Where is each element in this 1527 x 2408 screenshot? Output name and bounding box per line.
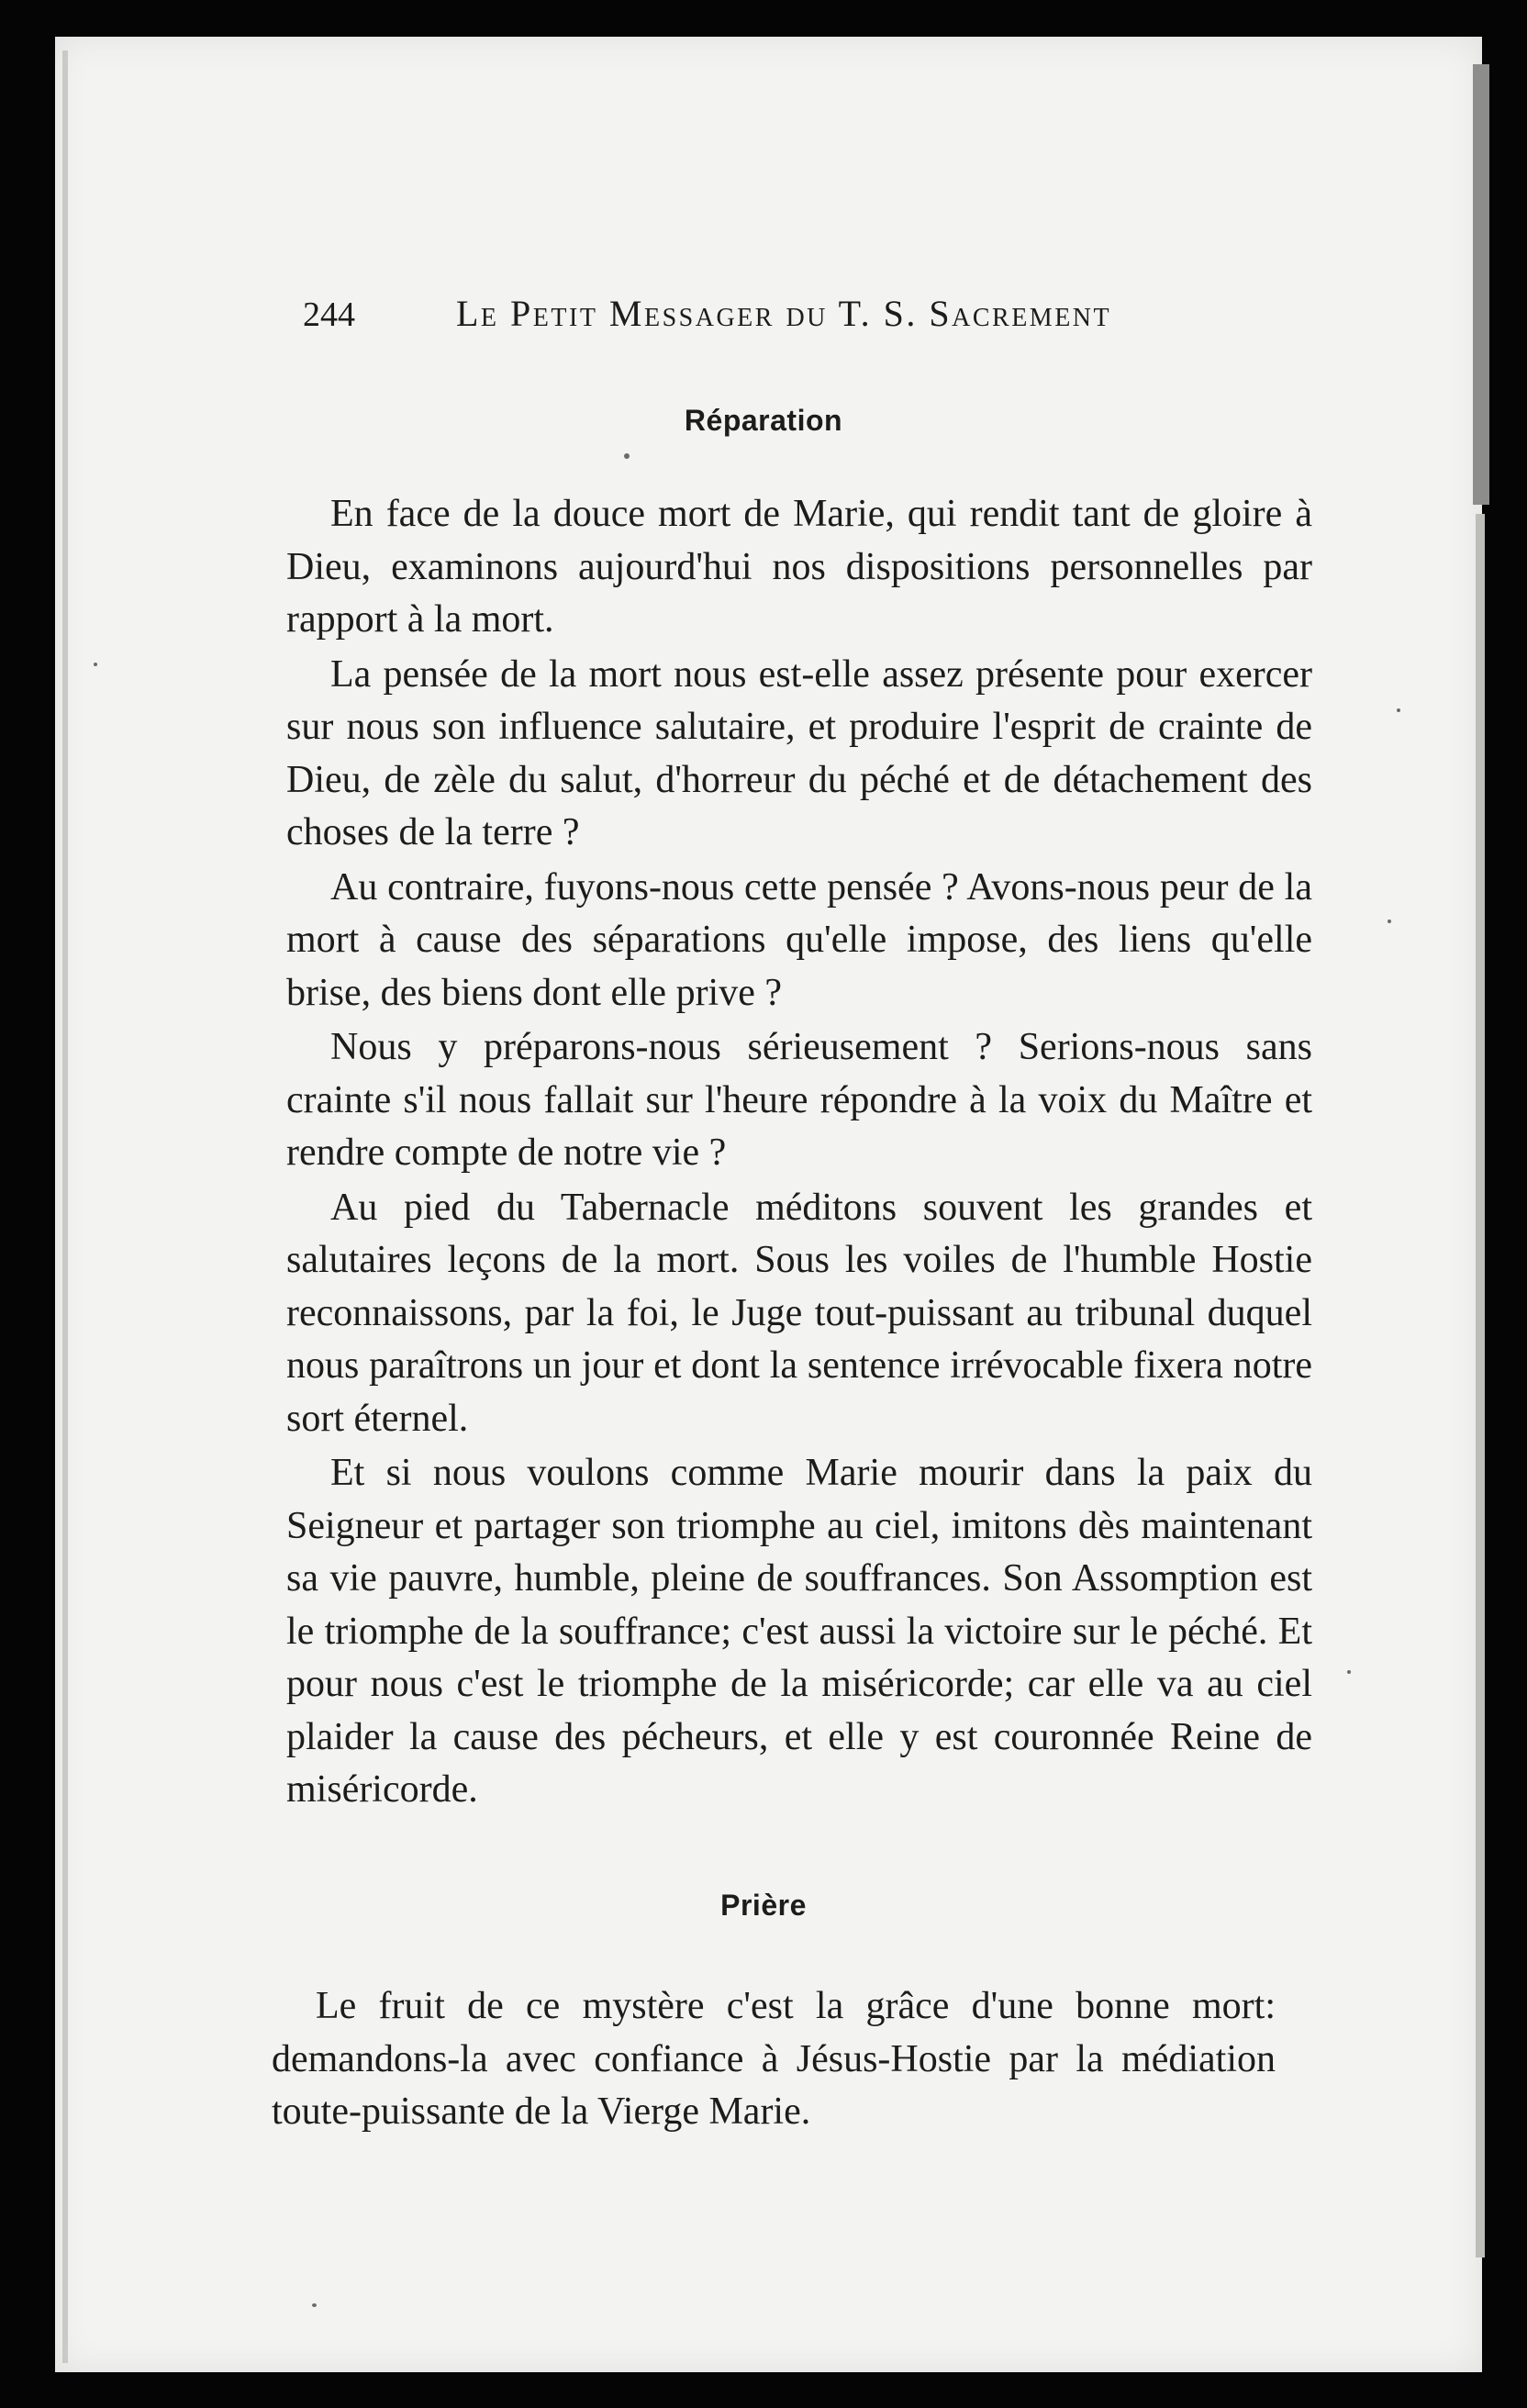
section-heading-reparation: Réparation: [684, 404, 843, 437]
paragraph: Au contraire, fuyons-nous cette pensée ? Avons-nous peur de la mort à cause des séparations qu'elle impose, des liens qu'elle brise, des biens dont elle prive ?: [286, 865, 1312, 1014]
section-heading-priere: Prière: [720, 1889, 807, 1922]
running-title: Le Petit Messager du T. S. Sacrement: [456, 293, 1112, 334]
section-body-reparation: [286, 488, 1312, 1817]
paragraph: Le fruit de ce mystère c'est la grâce d'une bonne mort: demandons-la avec confiance à Jésus-Hostie par la médiation toute-puissante de la Vierge Marie.: [272, 1985, 1276, 2133]
page-number: 244: [303, 295, 355, 334]
paragraph: En face de la douce mort de Marie, qui rendit tant de gloire à Dieu, examinons aujourd'hui nos dispositions personnelles par rapport à la mort.: [286, 493, 1312, 641]
page-header: [303, 292, 1184, 335]
paragraph: Nous y préparons-nous sérieusement ? Serions-nous sans crainte s'il nous fallait sur l'heure répondre à la voix du Maître et rendre compte de notre vie ?: [286, 1026, 1312, 1174]
paragraph: Et si nous voulons comme Marie mourir dans la paix du Seigneur et partager son triomphe au ciel, imitons dès maintenant sa vie pauvre, humble, pleine de souffrances. Son Assomption est le triomphe de la souffrance; c'est aussi la victoire sur le péché. Et pour nous c'est le triomphe de la miséricorde; car elle va au ciel plaider la cause des pécheurs, et elle y est couronnée Reine de miséricorde.: [286, 1452, 1312, 1811]
section-body-priere: [272, 1980, 1276, 2139]
paragraph: La pensée de la mort nous est-elle assez présente pour exercer sur nous son influence salutaire, et produire l'esprit de crainte de Dieu, de zèle du salut, d'horreur du péché et de détachement des choses de la terre ?: [286, 652, 1312, 853]
paragraph: Au pied du Tabernacle méditons souvent les grandes et salutaires leçons de la mort. Sous les voiles de l'humble Hostie reconnaissons, par la foi, le Juge tout-puissant au tribunal duquel nous paraîtrons un jour et dont la sentence irrévocable fixera notre sort éternel.: [286, 1186, 1312, 1440]
